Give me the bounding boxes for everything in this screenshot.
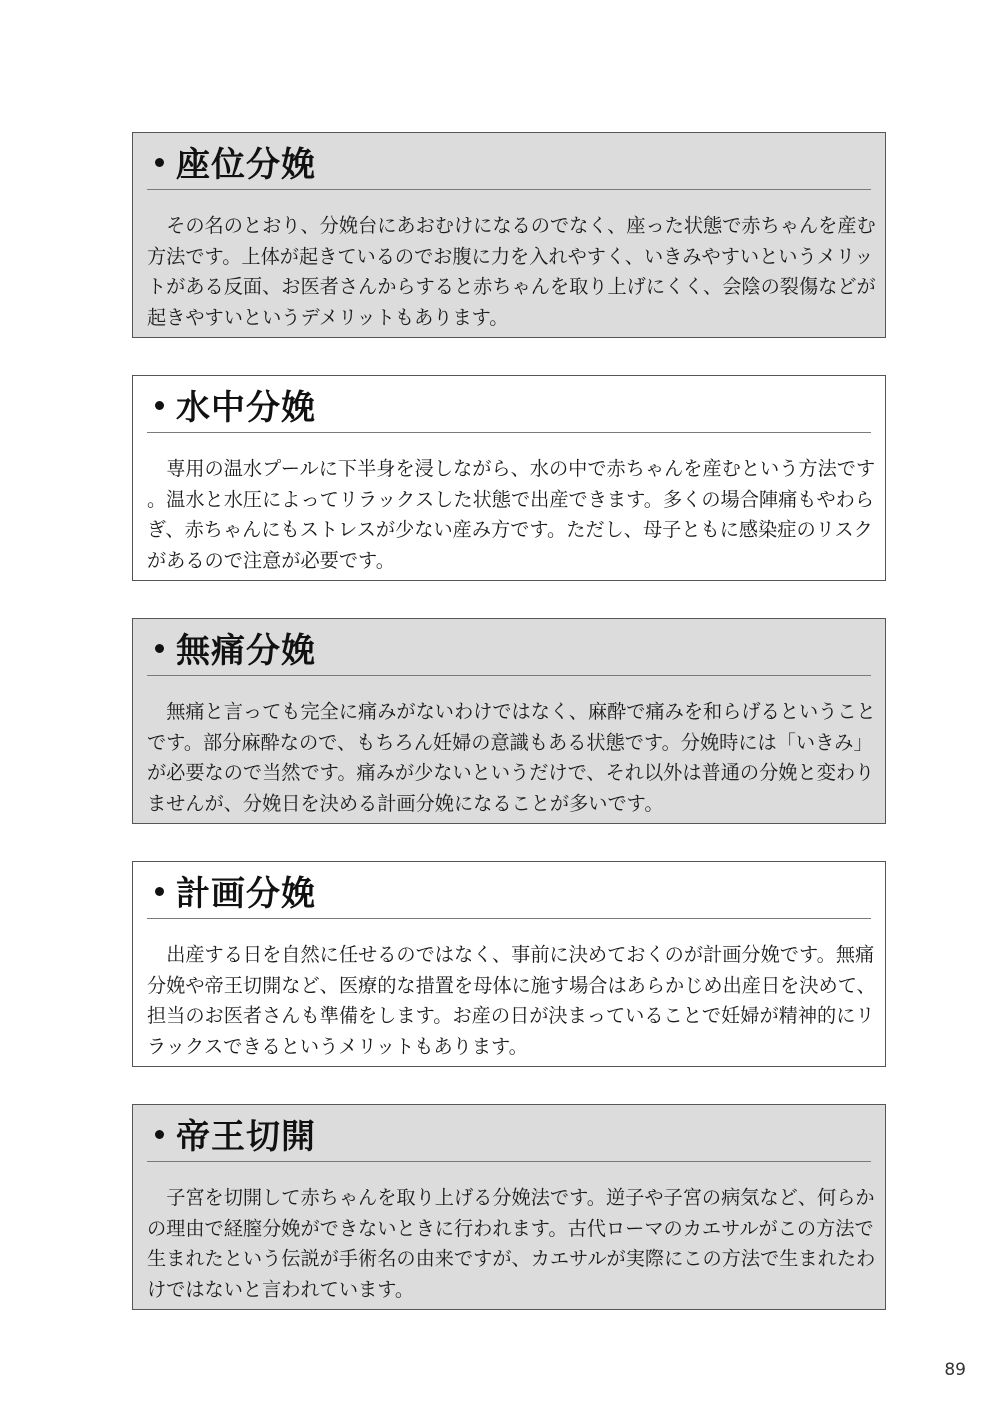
section-cesarean <box>132 1104 886 1310</box>
section-body: その名のとおり、分娩台にあおむけになるのでなく、座った状態で赤ちゃんを産む方法です。上体が起きているのでお腹に力を入れやすく、いきみやすいというメリットがある反面、お医者さんからすると赤ちゃんを取り上げにくく、会陰の裂傷などが起きやすいというデメリットもあります。 <box>147 214 876 329</box>
bullet-icon <box>155 644 164 653</box>
section-heading <box>147 870 871 919</box>
section-painless-birth <box>132 618 886 824</box>
bullet-icon <box>155 1130 164 1139</box>
section-body: 出産する日を自然に任せるのではなく、事前に決めておくのが計画分娩です。無痛分娩や帝王切開など、医療的な措置を母体に施す場合はあらかじめ出産日を決めて、担当のお医者さんも準備をします。お産の日が決まっていることで妊婦が精神的にリラックスできるというメリットもあります。 <box>147 943 876 1058</box>
bullet-icon <box>155 158 164 167</box>
section-planned-birth <box>132 861 886 1067</box>
section-seated-birth <box>132 132 886 338</box>
section-heading <box>147 141 871 190</box>
section-body: 専用の温水プールに下半身を浸しながら、水の中で赤ちゃんを産むという方法です。温水と水圧によってリラックスした状態で出産できます。多くの場合陣痛もやわらぎ、赤ちゃんにもストレスが少ない産み方です。ただし、母子ともに感染症のリスクがあるので注意が必要です。 <box>147 457 876 572</box>
bullet-icon <box>155 887 164 896</box>
section-title: 無痛分娩 <box>176 631 316 671</box>
section-body: 子宮を切開して赤ちゃんを取り上げる分娩法です。逆子や子宮の病気など、何らかの理由で経膣分娩ができないときに行われます。古代ローマのカエサルがこの方法で生まれたという伝説が手術名の由来ですが、カエサルが実際にこの方法で生まれたわけではないと言われています。 <box>147 1186 876 1301</box>
section-heading <box>147 384 871 433</box>
section-body: 無痛と言っても完全に痛みがないわけではなく、麻酔で痛みを和らげるということです。部分麻酔なので、もちろん妊婦の意識もある状態です。分娩時には「いきみ」が必要なので当然です。痛みが少ないというだけで、それ以外は普通の分娩と変わりませんが、分娩日を決める計画分娩になることが多いです。 <box>147 700 876 815</box>
section-title: 水中分娩 <box>176 388 316 428</box>
section-heading <box>147 627 871 676</box>
section-heading <box>147 1113 871 1162</box>
section-title: 計画分娩 <box>176 874 316 914</box>
page-number: 89 <box>944 1360 966 1380</box>
bullet-icon <box>155 401 164 410</box>
section-title: 座位分娩 <box>176 145 316 185</box>
section-water-birth <box>132 375 886 581</box>
section-title: 帝王切開 <box>176 1117 316 1157</box>
